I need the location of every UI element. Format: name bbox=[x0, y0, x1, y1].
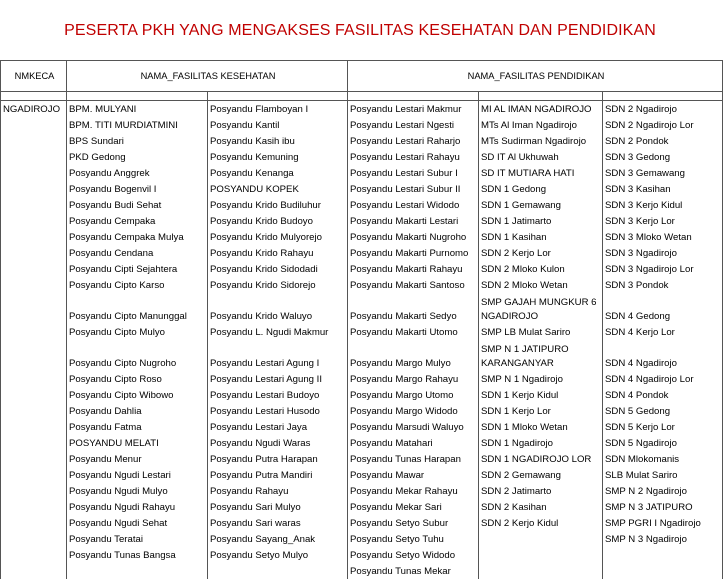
kesehatan-col1-cell: POSYANDU MELATI bbox=[67, 435, 208, 451]
pendidikan-col3-cell: SDN 3 Ngadirojo bbox=[603, 245, 723, 261]
pendidikan-col3-cell: SDN 3 Ngadirojo Lor bbox=[603, 261, 723, 277]
header-kesehatan: NAMA_FASILITAS KESEHATAN bbox=[67, 61, 348, 92]
pendidikan-col3-cell: SDN 5 Gedong bbox=[603, 403, 723, 419]
pendidikan-col2-cell: SDN 2 Mloko Wetan bbox=[479, 277, 603, 293]
kesehatan-col2-cell bbox=[208, 563, 348, 579]
table-row bbox=[1, 371, 723, 387]
kecamatan-cell bbox=[1, 181, 67, 197]
kesehatan-col1-cell: Posyandu Cipto Manunggal bbox=[67, 293, 208, 324]
pendidikan-col1-cell: Posyandu Lestari Ngesti bbox=[348, 117, 479, 133]
pendidikan-col3-cell: SDN 3 Pondok bbox=[603, 277, 723, 293]
pendidikan-col3-cell: SDN 2 Pondok bbox=[603, 133, 723, 149]
kesehatan-col1-cell: Posyandu Ngudi Lestari bbox=[67, 467, 208, 483]
kesehatan-col1-cell: Posyandu Cipto Karso bbox=[67, 277, 208, 293]
kesehatan-col2-cell: Posyandu Krido Rahayu bbox=[208, 245, 348, 261]
kecamatan-cell bbox=[1, 451, 67, 467]
table-row bbox=[1, 149, 723, 165]
kesehatan-col2-cell: Posyandu Putra Mandiri bbox=[208, 467, 348, 483]
pendidikan-col1-cell: Posyandu Matahari bbox=[348, 435, 479, 451]
pendidikan-col1-cell: Posyandu Mawar bbox=[348, 467, 479, 483]
kesehatan-col1-cell: Posyandu Anggrek bbox=[67, 165, 208, 181]
kecamatan-cell bbox=[1, 229, 67, 245]
pendidikan-col1-cell: Posyandu Margo Mulyo bbox=[348, 340, 479, 371]
table-row bbox=[1, 419, 723, 435]
pendidikan-col3-cell: SDN 4 Ngadirojo Lor bbox=[603, 371, 723, 387]
kecamatan-cell bbox=[1, 324, 67, 340]
pendidikan-col1-cell: Posyandu Lestari Widodo bbox=[348, 197, 479, 213]
kesehatan-col1-cell: Posyandu Cendana bbox=[67, 245, 208, 261]
pendidikan-col2-cell: MI AL IMAN NGADIROJO bbox=[479, 101, 603, 118]
pendidikan-col3-cell: SDN 2 Ngadirojo bbox=[603, 101, 723, 118]
pendidikan-col2-cell: SDN 1 Kerjo Lor bbox=[479, 403, 603, 419]
header-pendidikan: NAMA_FASILITAS PENDIDIKAN bbox=[348, 61, 723, 92]
pendidikan-col1-cell: Posyandu Setyo Widodo bbox=[348, 547, 479, 563]
kesehatan-col2-cell: Posyandu Lestari Agung II bbox=[208, 371, 348, 387]
kesehatan-col2-cell: Posyandu Lestari Budoyo bbox=[208, 387, 348, 403]
table-row bbox=[1, 165, 723, 181]
pendidikan-col1-cell: Posyandu Tunas Harapan bbox=[348, 451, 479, 467]
table-row bbox=[1, 245, 723, 261]
pendidikan-col3-cell: SDN 4 Gedong bbox=[603, 293, 723, 324]
pendidikan-col1-cell: Posyandu Makarti Nugroho bbox=[348, 229, 479, 245]
pendidikan-col2-cell: SD IT Al Ukhuwah bbox=[479, 149, 603, 165]
pendidikan-col1-cell: Posyandu Lestari Subur II bbox=[348, 181, 479, 197]
pendidikan-col3-cell: SDN 4 Ngadirojo bbox=[603, 340, 723, 371]
kecamatan-cell bbox=[1, 499, 67, 515]
pendidikan-col2-cell: SDN 2 Kasihan bbox=[479, 499, 603, 515]
pendidikan-col1-cell: Posyandu Makarti Purnomo bbox=[348, 245, 479, 261]
kesehatan-col1-cell: Posyandu Cipto Wibowo bbox=[67, 387, 208, 403]
pendidikan-col3-cell: SMP N 3 Ngadirojo bbox=[603, 531, 723, 547]
kecamatan-cell bbox=[1, 483, 67, 499]
kesehatan-col1-cell: Posyandu Budi Sehat bbox=[67, 197, 208, 213]
pendidikan-col3-cell: SDN 3 Kerjo Kidul bbox=[603, 197, 723, 213]
table-row bbox=[1, 467, 723, 483]
table-row bbox=[1, 181, 723, 197]
kesehatan-col1-cell: Posyandu Cipto Nugroho bbox=[67, 340, 208, 371]
pendidikan-col3-cell: SDN 4 Pondok bbox=[603, 387, 723, 403]
pendidikan-col1-cell: Posyandu Marsudi Waluyo bbox=[348, 419, 479, 435]
kecamatan-cell bbox=[1, 547, 67, 563]
pendidikan-col2-cell: SDN 1 Gemawang bbox=[479, 197, 603, 213]
kecamatan-cell bbox=[1, 371, 67, 387]
pendidikan-col1-cell: Posyandu Mekar Sari bbox=[348, 499, 479, 515]
kesehatan-col2-cell: Posyandu Kenanga bbox=[208, 165, 348, 181]
kesehatan-col2-cell: Posyandu Krido Mulyorejo bbox=[208, 229, 348, 245]
table-row bbox=[1, 515, 723, 531]
pendidikan-col2-cell: MTs Sudirman Ngadirojo bbox=[479, 133, 603, 149]
kesehatan-col1-cell: Posyandu Ngudi Rahayu bbox=[67, 499, 208, 515]
page-title: PESERTA PKH YANG MENGAKSES FASILITAS KESEHATAN DAN PENDIDIKAN bbox=[64, 22, 656, 39]
kesehatan-col2-cell: Posyandu Lestari Husodo bbox=[208, 403, 348, 419]
table-row bbox=[1, 277, 723, 293]
kecamatan-cell bbox=[1, 213, 67, 229]
kesehatan-col1-cell: Posyandu Cipti Sejahtera bbox=[67, 261, 208, 277]
kecamatan-cell bbox=[1, 261, 67, 277]
kecamatan-cell bbox=[1, 245, 67, 261]
kesehatan-col1-cell: Posyandu Tunas Bangsa bbox=[67, 547, 208, 563]
pendidikan-col1-cell: Posyandu Tunas Mekar bbox=[348, 563, 479, 579]
kesehatan-col2-cell: Posyandu Kantil bbox=[208, 117, 348, 133]
pendidikan-col2-cell: SDN 2 Mloko Kulon bbox=[479, 261, 603, 277]
pendidikan-col1-cell: Posyandu Makarti Sedyo bbox=[348, 293, 479, 324]
kecamatan-cell bbox=[1, 277, 67, 293]
kecamatan-cell bbox=[1, 340, 67, 371]
kesehatan-col2-cell: Posyandu Rahayu bbox=[208, 483, 348, 499]
pendidikan-col2-cell: SDN 1 Kasihan bbox=[479, 229, 603, 245]
kesehatan-col2-cell: Posyandu Sari Mulyo bbox=[208, 499, 348, 515]
pendidikan-col3-cell: SDN 4 Kerjo Lor bbox=[603, 324, 723, 340]
table-row bbox=[1, 261, 723, 277]
kesehatan-col1-cell: Posyandu Fatma bbox=[67, 419, 208, 435]
table-row bbox=[1, 340, 723, 371]
kecamatan-cell bbox=[1, 149, 67, 165]
pendidikan-col1-cell: Posyandu Lestari Raharjo bbox=[348, 133, 479, 149]
kesehatan-col2-cell: Posyandu Krido Sidorejo bbox=[208, 277, 348, 293]
kesehatan-col2-cell: Posyandu Lestari Agung I bbox=[208, 340, 348, 371]
pendidikan-col3-cell: SDN 3 Mloko Wetan bbox=[603, 229, 723, 245]
pendidikan-col2-cell: SDN 1 Ngadirojo bbox=[479, 435, 603, 451]
pendidikan-col1-cell: Posyandu Lestari Rahayu bbox=[348, 149, 479, 165]
table-row bbox=[1, 117, 723, 133]
pendidikan-col1-cell: Posyandu Margo Utomo bbox=[348, 387, 479, 403]
pendidikan-col1-cell: Posyandu Makarti Lestari bbox=[348, 213, 479, 229]
table-row bbox=[1, 483, 723, 499]
pendidikan-col3-cell: SDN 2 Ngadirojo Lor bbox=[603, 117, 723, 133]
pendidikan-col3-cell: SDN Mlokomanis bbox=[603, 451, 723, 467]
pendidikan-col2-cell bbox=[479, 563, 603, 579]
pendidikan-col3-cell: SMP N 3 JATIPURO bbox=[603, 499, 723, 515]
table-row bbox=[1, 403, 723, 419]
pendidikan-col1-cell: Posyandu Lestari Subur I bbox=[348, 165, 479, 181]
pendidikan-col3-cell: SDN 3 Kerjo Lor bbox=[603, 213, 723, 229]
pendidikan-col3-cell: SDN 3 Kasihan bbox=[603, 181, 723, 197]
kecamatan-cell bbox=[1, 165, 67, 181]
kesehatan-col1-cell: BPS Sundari bbox=[67, 133, 208, 149]
pendidikan-col2-cell: SDN 2 Gemawang bbox=[479, 467, 603, 483]
kesehatan-col2-cell: Posyandu Putra Harapan bbox=[208, 451, 348, 467]
pendidikan-col3-cell: SDN 5 Kerjo Lor bbox=[603, 419, 723, 435]
pendidikan-col3-cell: SMP PGRI I Ngadirojo bbox=[603, 515, 723, 531]
kesehatan-col1-cell: BPM. TITI MURDIATMINI bbox=[67, 117, 208, 133]
kecamatan-cell bbox=[1, 293, 67, 324]
kesehatan-col2-cell: Posyandu Setyo Mulyo bbox=[208, 547, 348, 563]
kesehatan-col1-cell: Posyandu Cipto Mulyo bbox=[67, 324, 208, 340]
pendidikan-col1-cell: Posyandu Mekar Rahayu bbox=[348, 483, 479, 499]
pendidikan-col2-cell: SDN 2 Jatimarto bbox=[479, 483, 603, 499]
table-row bbox=[1, 563, 723, 579]
pendidikan-col3-cell: SDN 3 Gemawang bbox=[603, 165, 723, 181]
kecamatan-cell bbox=[1, 387, 67, 403]
pendidikan-col1-cell: Posyandu Margo Rahayu bbox=[348, 371, 479, 387]
kecamatan-cell bbox=[1, 117, 67, 133]
header-row bbox=[1, 61, 723, 92]
facility-table bbox=[0, 60, 723, 579]
kecamatan-cell bbox=[1, 435, 67, 451]
kesehatan-col1-cell: Posyandu Menur bbox=[67, 451, 208, 467]
kesehatan-col1-cell: BPM. MULYANI bbox=[67, 101, 208, 118]
pendidikan-col2-cell: SDN 1 Mloko Wetan bbox=[479, 419, 603, 435]
kecamatan-cell: NGADIROJO bbox=[1, 101, 67, 118]
kesehatan-col2-cell: Posyandu Flamboyan I bbox=[208, 101, 348, 118]
kesehatan-col2-cell: Posyandu Sayang_Anak bbox=[208, 531, 348, 547]
pendidikan-col1-cell: Posyandu Makarti Santoso bbox=[348, 277, 479, 293]
table-row bbox=[1, 101, 723, 118]
kesehatan-col1-cell: Posyandu Ngudi Mulyo bbox=[67, 483, 208, 499]
table-row bbox=[1, 435, 723, 451]
pendidikan-col3-cell: SDN 5 Ngadirojo bbox=[603, 435, 723, 451]
pendidikan-col2-cell: MTs Al Iman Ngadirojo bbox=[479, 117, 603, 133]
pendidikan-col2-cell bbox=[479, 547, 603, 563]
table-row bbox=[1, 531, 723, 547]
pendidikan-col3-cell: SDN 3 Gedong bbox=[603, 149, 723, 165]
kecamatan-cell bbox=[1, 515, 67, 531]
pendidikan-col1-cell: Posyandu Setyo Tuhu bbox=[348, 531, 479, 547]
pendidikan-col2-cell: SDN 2 Kerjo Kidul bbox=[479, 515, 603, 531]
kesehatan-col1-cell: Posyandu Teratai bbox=[67, 531, 208, 547]
pendidikan-col1-cell: Posyandu Lestari Makmur bbox=[348, 101, 479, 118]
pendidikan-col2-cell: SMP GAJAH MUNGKUR 6 NGADIROJO bbox=[479, 293, 603, 324]
table-row bbox=[1, 387, 723, 403]
table-row bbox=[1, 213, 723, 229]
header-kecamatan: NMKECA bbox=[1, 61, 67, 92]
pendidikan-col3-cell bbox=[603, 547, 723, 563]
pendidikan-col2-cell: SDN 1 Jatimarto bbox=[479, 213, 603, 229]
kesehatan-col1-cell: Posyandu Ngudi Sehat bbox=[67, 515, 208, 531]
kecamatan-cell bbox=[1, 133, 67, 149]
pendidikan-col3-cell bbox=[603, 563, 723, 579]
kesehatan-col2-cell: Posyandu Sari waras bbox=[208, 515, 348, 531]
pendidikan-col2-cell bbox=[479, 531, 603, 547]
kesehatan-col2-cell: Posyandu Krido Budoyo bbox=[208, 213, 348, 229]
kesehatan-col2-cell: Posyandu Krido Waluyo bbox=[208, 293, 348, 324]
kesehatan-col2-cell: Posyandu L. Ngudi Makmur bbox=[208, 324, 348, 340]
pendidikan-col2-cell: SMP N 1 Ngadirojo bbox=[479, 371, 603, 387]
kesehatan-col2-cell: POSYANDU KOPEK bbox=[208, 181, 348, 197]
table-row bbox=[1, 324, 723, 340]
pendidikan-col2-cell: SDN 1 NGADIROJO LOR bbox=[479, 451, 603, 467]
kecamatan-cell bbox=[1, 563, 67, 579]
table-row bbox=[1, 197, 723, 213]
spreadsheet bbox=[0, 60, 720, 577]
table-row bbox=[1, 547, 723, 563]
pendidikan-col3-cell: SMP N 2 Ngadirojo bbox=[603, 483, 723, 499]
pendidikan-col2-cell: SMP N 1 JATIPURO KARANGANYAR bbox=[479, 340, 603, 371]
kecamatan-cell bbox=[1, 403, 67, 419]
kesehatan-col2-cell: Posyandu Kasih ibu bbox=[208, 133, 348, 149]
pendidikan-col1-cell: Posyandu Makarti Utomo bbox=[348, 324, 479, 340]
pendidikan-col2-cell: SDN 1 Kerjo Kidul bbox=[479, 387, 603, 403]
table-row bbox=[1, 133, 723, 149]
table-row bbox=[1, 229, 723, 245]
kesehatan-col2-cell: Posyandu Lestari Jaya bbox=[208, 419, 348, 435]
kesehatan-col2-cell: Posyandu Krido Sidodadi bbox=[208, 261, 348, 277]
kesehatan-col2-cell: Posyandu Ngudi Waras bbox=[208, 435, 348, 451]
kesehatan-col1-cell: Posyandu Cempaka Mulya bbox=[67, 229, 208, 245]
kesehatan-col1-cell: PKD Gedong bbox=[67, 149, 208, 165]
kesehatan-col1-cell: Posyandu Cempaka bbox=[67, 213, 208, 229]
pendidikan-col2-cell: SDN 2 Kerjo Lor bbox=[479, 245, 603, 261]
pendidikan-col1-cell: Posyandu Setyo Subur bbox=[348, 515, 479, 531]
spacer-row bbox=[1, 92, 723, 101]
pendidikan-col1-cell: Posyandu Makarti Rahayu bbox=[348, 261, 479, 277]
pendidikan-col2-cell: SDN 1 Gedong bbox=[479, 181, 603, 197]
table-row bbox=[1, 499, 723, 515]
kesehatan-col1-cell: Posyandu Dahlia bbox=[67, 403, 208, 419]
kecamatan-cell bbox=[1, 419, 67, 435]
kesehatan-col1-cell: Posyandu Bogenvil I bbox=[67, 181, 208, 197]
kecamatan-cell bbox=[1, 197, 67, 213]
table-row bbox=[1, 293, 723, 324]
kesehatan-col1-cell bbox=[67, 563, 208, 579]
kesehatan-col1-cell: Posyandu Cipto Roso bbox=[67, 371, 208, 387]
pendidikan-col3-cell: SLB Mulat Sariro bbox=[603, 467, 723, 483]
table-row bbox=[1, 451, 723, 467]
kesehatan-col2-cell: Posyandu Kemuning bbox=[208, 149, 348, 165]
pendidikan-col2-cell: SD IT MUTIARA HATI bbox=[479, 165, 603, 181]
pendidikan-col1-cell: Posyandu Margo Widodo bbox=[348, 403, 479, 419]
pendidikan-col2-cell: SMP LB Mulat Sariro bbox=[479, 324, 603, 340]
kesehatan-col2-cell: Posyandu Krido Budiluhur bbox=[208, 197, 348, 213]
kecamatan-cell bbox=[1, 531, 67, 547]
kecamatan-cell bbox=[1, 467, 67, 483]
